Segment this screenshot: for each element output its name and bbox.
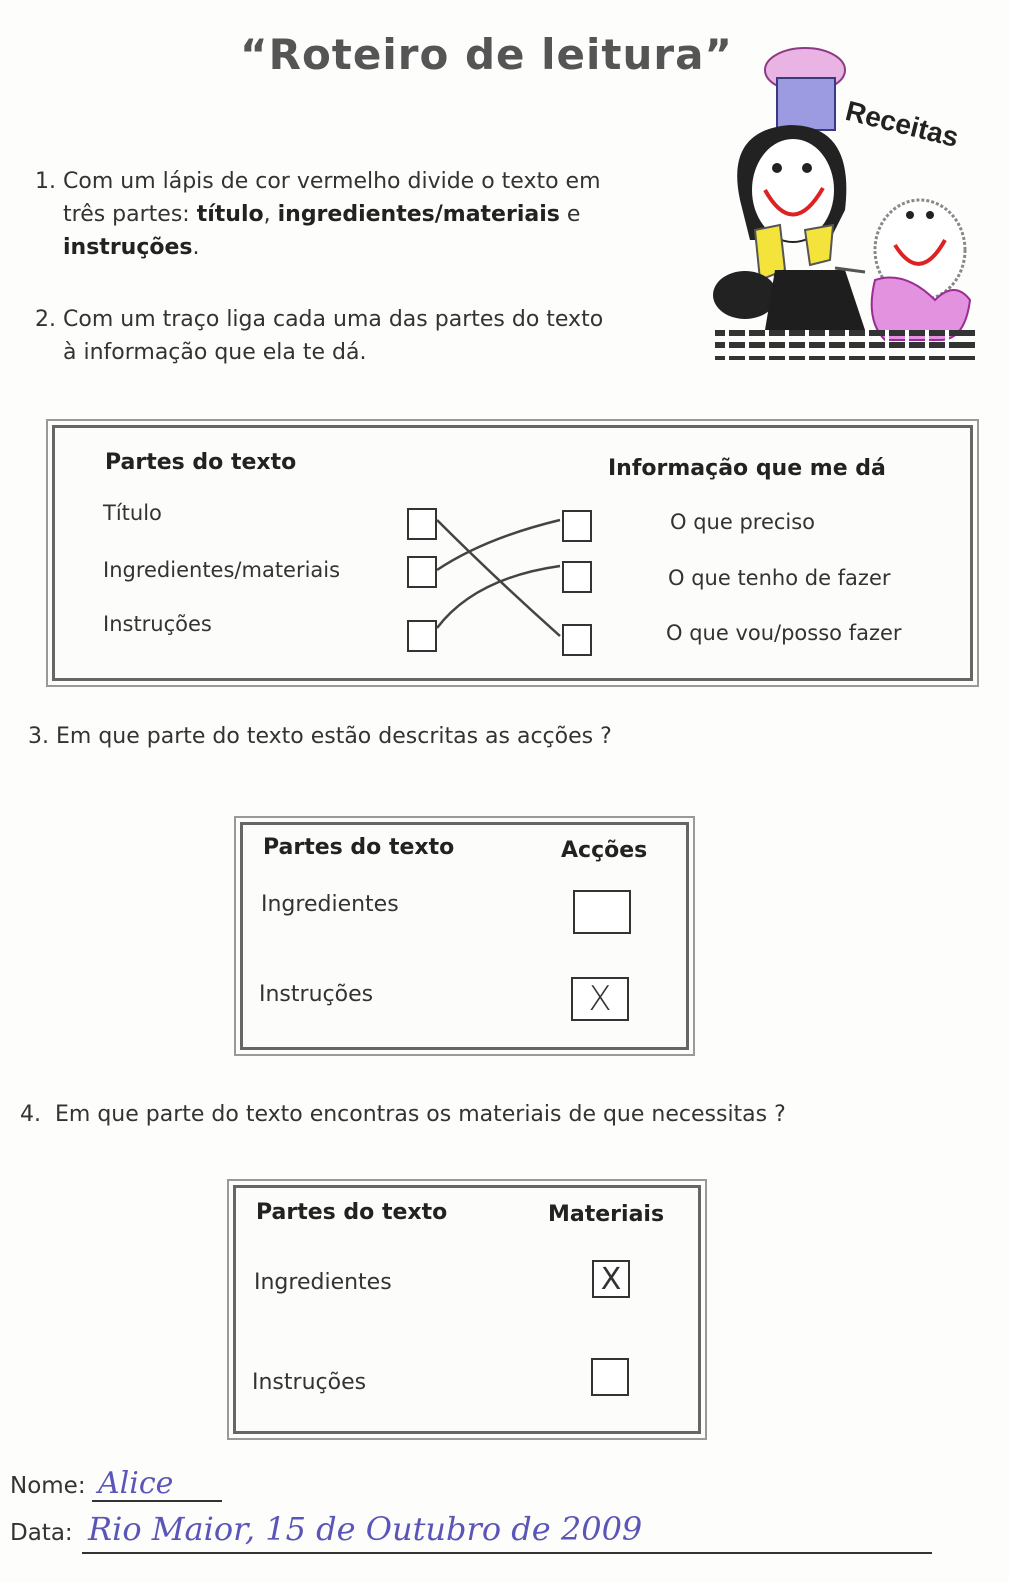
- page-title: “Roteiro de leitura”: [240, 30, 734, 79]
- name-label: Nome:: [10, 1473, 86, 1499]
- question-2-line-2: à informação que ela te dá.: [63, 340, 367, 365]
- right-item-1: O que preciso: [670, 510, 816, 534]
- matching-table: [52, 425, 973, 681]
- question-3: [28, 720, 788, 753]
- row-label-instrucoes: Instruções: [252, 1370, 367, 1395]
- connection-lines: [55, 428, 970, 678]
- question-number: 2.: [35, 307, 56, 332]
- question-3-text: Em que parte do texto estão descritas as acções ?: [56, 724, 612, 749]
- question-1-text-b: três partes:: [63, 202, 197, 227]
- right-header: Informação que me dá: [608, 456, 886, 481]
- materiais-checkbox-ingredientes[interactable]: [592, 1260, 630, 1298]
- keyword-titulo: título: [196, 202, 264, 227]
- right-header: Materiais: [548, 1202, 665, 1227]
- row-label-instrucoes: Instruções: [259, 982, 374, 1007]
- question-number: 3.: [28, 724, 49, 749]
- date-value[interactable]: Rio Maior, 15 de Outubro de 2009: [88, 1510, 643, 1548]
- date-field: [10, 1512, 1000, 1572]
- date-underline: [82, 1552, 932, 1554]
- separator: e: [559, 202, 581, 227]
- left-header: Partes do texto: [263, 835, 455, 860]
- line-ingredientes-to-1: [437, 520, 560, 570]
- left-item-instrucoes: Instruções: [103, 612, 212, 636]
- left-item-titulo: Título: [103, 501, 162, 525]
- question-4-text: Em que parte do texto encontras os materiais de que necessitas ?: [55, 1102, 786, 1127]
- chefs-drawing-icon: [705, 40, 980, 380]
- keyword-ingredientes: ingredientes/materiais: [277, 202, 560, 227]
- line-titulo-to-3: [437, 520, 560, 636]
- question-number: 1.: [35, 169, 56, 194]
- acoes-checkbox-ingredientes[interactable]: [573, 890, 631, 934]
- check-mark: X: [588, 979, 612, 1019]
- materiais-checkbox-instrucoes[interactable]: [591, 1358, 629, 1396]
- question-4: [20, 1098, 960, 1131]
- name-field: [10, 1468, 410, 1508]
- right-item-2: O que tenho de fazer: [668, 566, 891, 590]
- keyword-instrucoes: instruções: [63, 235, 193, 260]
- question-2: [35, 303, 695, 369]
- check-mark: X: [600, 1261, 622, 1297]
- row-label-ingredientes: Ingredientes: [261, 892, 399, 917]
- question-1: [35, 165, 695, 264]
- question-2-line-1: Com um traço liga cada uma das partes do texto: [63, 307, 604, 332]
- actions-table: [240, 822, 689, 1050]
- date-label: Data:: [10, 1520, 73, 1546]
- left-header: Partes do texto: [256, 1200, 448, 1225]
- question-number: 4.: [20, 1102, 41, 1127]
- right-header: Acções: [561, 838, 648, 863]
- row-label-ingredientes: Ingredientes: [254, 1270, 392, 1295]
- illustration-label: Receitas: [842, 95, 962, 153]
- materials-table: [233, 1185, 701, 1434]
- acoes-checkbox-instrucoes[interactable]: [571, 977, 629, 1021]
- separator: ,: [263, 202, 278, 227]
- recipe-illustration: [705, 40, 980, 380]
- left-header: Partes do texto: [105, 450, 297, 475]
- right-item-3: O que vou/posso fazer: [666, 621, 902, 645]
- name-value[interactable]: Alice: [98, 1466, 174, 1501]
- question-1-text-a: Com um lápis de cor vermelho divide o texto em: [63, 169, 601, 194]
- left-item-ingredientes: Ingredientes/materiais: [103, 558, 341, 582]
- period: .: [192, 235, 200, 260]
